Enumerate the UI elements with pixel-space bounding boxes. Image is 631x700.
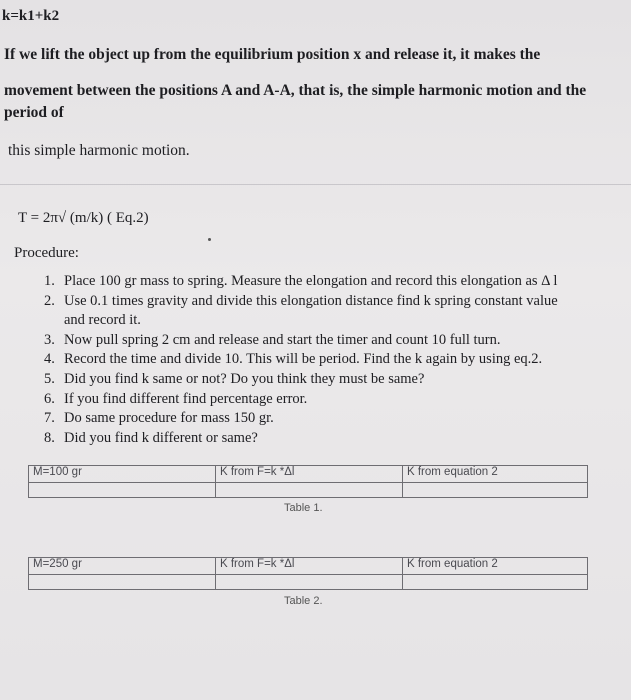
step-text: Place 100 gr mass to spring. Measure the elongation and record this elongation as Δ l [64,273,558,289]
step-number: 3. [44,331,55,348]
divider-1 [0,184,631,185]
table-1-row [29,483,588,498]
table-1-caption: Table 1. [284,502,323,514]
step-item [44,409,604,427]
intro-line-3: period of [4,104,64,121]
step-number: 8. [44,429,55,446]
step-number: 4. [44,351,55,368]
procedure-heading: Procedure: [14,245,79,261]
table-1-cell[interactable] [29,483,216,498]
intro-line-2: movement between the positions A and A-A, that is, the simple harmonic motion and the [4,82,587,99]
table-2-cell[interactable] [403,575,588,590]
step-item [44,429,604,447]
table-1-header-row [29,466,588,483]
table-2-row [29,575,588,590]
step-item [44,331,604,349]
step-text: Did you find k same or not? Do you think they must be same? [64,370,425,387]
step-text: Record the time and divide 10. This will be period. Find the k again by using eq.2. [64,351,543,368]
stray-dot [208,238,211,241]
step-item [44,272,604,290]
step-text: Do same procedure for mass 150 gr. [64,410,274,427]
step-text: If you find different find percentage error. [64,390,308,407]
intro-line-4: this simple harmonic motion. [8,142,190,159]
step-number: 7. [44,410,55,427]
table-2-cell[interactable] [29,575,216,590]
spring-sum-equation: k=k1+k2 [2,8,60,24]
procedure-steps [44,272,604,448]
step-number: 5. [44,370,55,387]
step-text: Did you find k different or same? [64,429,258,446]
table-2-header-k-equation: K from equation 2 [403,558,588,575]
step-number [44,311,64,329]
step-text: Use 0.1 times gravity and divide this elongation distance find k spring constant value [64,292,558,309]
step-number: 2. [44,292,55,309]
table-2-header-mass: M=250 gr [29,558,216,575]
table-1-header-k-force: K from F=k *Δl [216,466,403,483]
table-2-header-row [29,558,588,575]
table-2 [28,557,588,590]
step-item [44,350,604,368]
table-2-caption: Table 2. [284,595,323,607]
step-number: 6. [44,390,55,407]
table-1-header-k-equation: K from equation 2 [403,466,588,483]
step-item [44,292,604,310]
table-1-cell[interactable] [403,483,588,498]
table-2-cell[interactable] [216,575,403,590]
intro-line-1: If we lift the object up from the equilibrium position x and release it, it makes the [4,46,541,63]
step-item [44,370,604,388]
table-1-header-mass: M=100 gr [29,466,216,483]
table-1 [28,465,588,498]
step-item [44,390,604,408]
table-2-header-k-force: K from F=k *Δl [216,558,403,575]
step-item [44,311,604,329]
step-number: 1. [44,273,55,289]
step-text: and record it. [64,312,141,329]
step-text: Now pull spring 2 cm and release and start the timer and count 10 full turn. [64,331,501,348]
period-equation: T = 2π√ (m/k) ( Eq.2) [18,210,149,226]
table-1-cell[interactable] [216,483,403,498]
